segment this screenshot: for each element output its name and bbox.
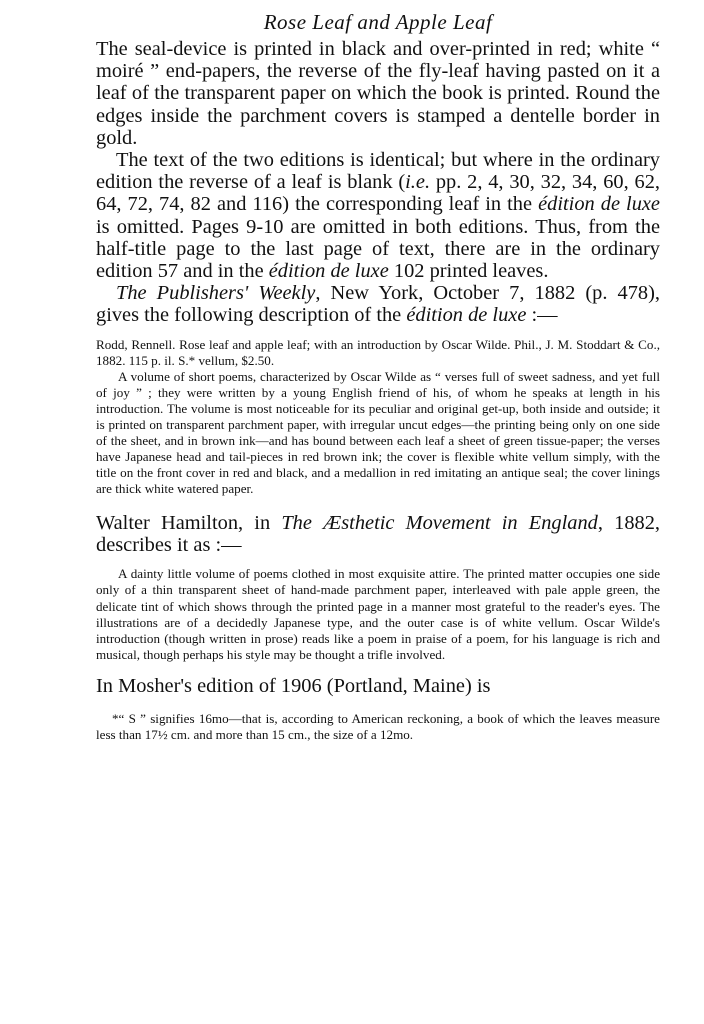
hamilton-text-2: , 1882, describes it as :— xyxy=(96,511,661,556)
paragraph-publishers-weekly xyxy=(96,282,660,326)
editions-text-1: The text of the two editions is identical; but where in the ordinary edition the reverse of a leaf is blank ( xyxy=(96,149,660,194)
catalog-entry: Rodd, Rennell. Rose leaf and apple leaf; with an introduction by Oscar Wilde. Phil., J. M. Stoddart & Co., 1882. 115 p. il. S.* vellum, $2.50. xyxy=(96,336,660,368)
footnote: *“ S ” signifies 16mo—that is, according to American reckoning, a book of which the leaves measure less than 17½ cm. and more than 15 cm., the size of a 12mo. xyxy=(96,711,660,743)
paragraph-editions xyxy=(96,149,660,282)
hamilton-text-1: Walter Hamilton, in xyxy=(96,511,282,534)
edition-de-luxe-term: édition de luxe xyxy=(406,304,527,327)
book-title: The Æsthetic Movement in England xyxy=(281,511,598,534)
quote-publishers-weekly xyxy=(96,337,660,498)
running-head: Rose Leaf and Apple Leaf xyxy=(263,10,493,34)
ie-abbrev: i.e. xyxy=(405,171,431,194)
editions-text-3: is omitted. Pages 9-10 are omitted in both editions. Thus, from the half-title page to the last page of text, there are in the ordinary edition 57 and in the xyxy=(96,215,660,283)
hamilton-quote-text: A dainty little volume of poems clothed in most exquisite attire. The printed matter occupies one side only of a thin transparent sheet of hand-made parchment paper, interleaved with pale apple green, the delicate tint of which shows through the printed page in a manner most grateful to the reader's eyes. The illustrations are of a decidedly Japanese type, and the outer case is of white vellum. Oscar Wilde's introduction (though written in prose) reads like a poem in praise of a poem, for his language is rich and musical, though perhaps his style may be thought a trifle involved. xyxy=(96,566,660,662)
editions-text-4: 102 printed leaves. xyxy=(388,260,549,283)
paragraph-mosher: In Mosher's edition of 1906 (Portland, Maine) is xyxy=(96,674,491,697)
publication-title: The Publishers' Weekly xyxy=(116,282,316,305)
catalog-description: A volume of short poems, characterized by Oscar Wilde as “ verses full of sweet sadness, and yet full of joy ” ; they were written by a young English friend of his, of whom he speaks at length in his introduction. The volume is most noticeable for its peculiar and original get-up, both inside and outside; it is printed on transparent parchment paper, with irregular uncut edges—the printing being only on one side of the sheet, and in brown ink—and has bound between each leaf a sheet of green tissue-paper; the verses have Japanese head and tail-pieces in red brown ink; the cover is flexible white vellum simply, with the title on the front cover in red and black, and a medallion in red imitating an antique seal; the cover linings are thick white watered paper. xyxy=(96,368,660,497)
page xyxy=(96,8,660,744)
publishers-weekly-text-1: , New York, October 7, 1882 (p. 478), gives the following description of the xyxy=(96,282,660,327)
edition-de-luxe-term: édition de luxe xyxy=(538,193,660,216)
paragraph-seal-device: The seal-device is printed in black and over-printed in red; white “ moiré ” end-papers, the reverse of the fly-leaf having pasted on it a leaf of the transparent paper on which the book is printed. Round the edges inside the parchment covers is stamped a dentelle border in gold. xyxy=(96,38,660,149)
editions-text-2: pp. 2, 4, 30, 32, 34, 60, 62, 64, 72, 74, 82 and 116) the corresponding leaf in the xyxy=(96,171,660,216)
paragraph-hamilton xyxy=(96,512,660,557)
publishers-weekly-text-2: :— xyxy=(526,304,558,327)
quote-hamilton xyxy=(96,566,660,663)
edition-de-luxe-term: édition de luxe xyxy=(268,260,389,283)
